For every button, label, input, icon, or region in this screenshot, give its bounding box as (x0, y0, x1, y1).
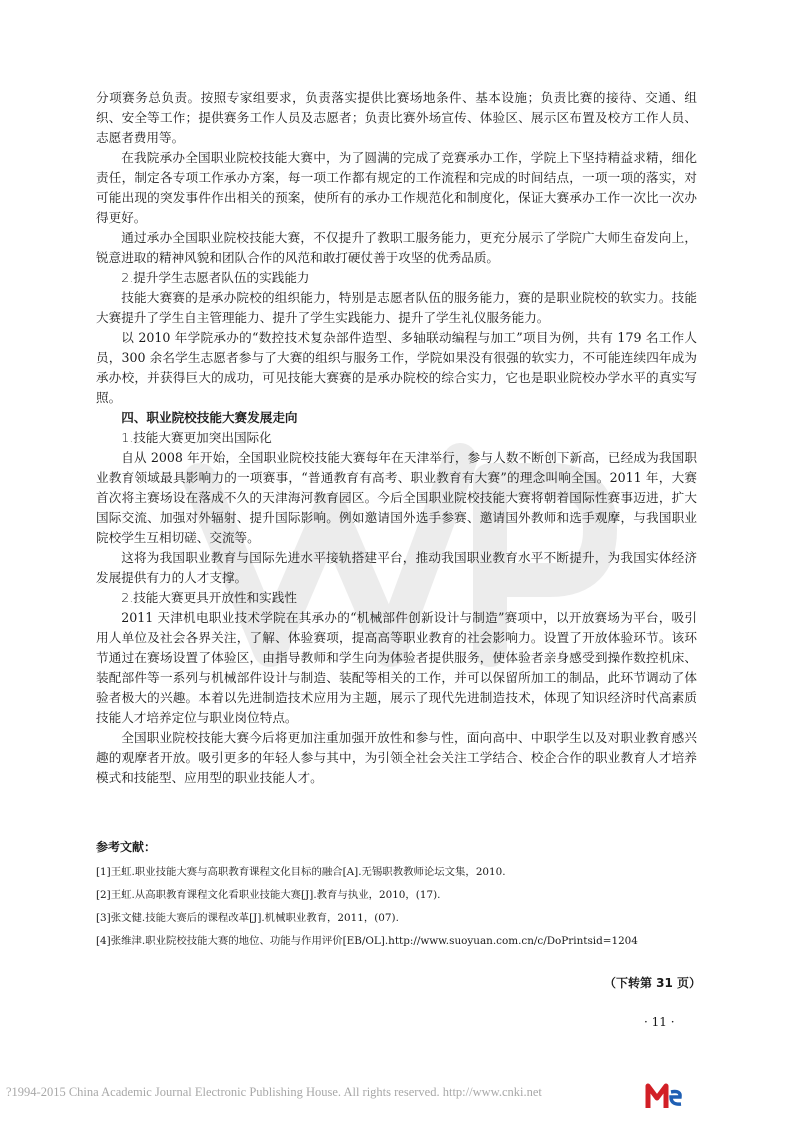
copyright-text: ?1994-2015 China Academic Journal Electronic Publishing House. All rights reserved. http://www.cnki.net (6, 1085, 542, 1099)
body-paragraph: 通过承办全国职业院校技能大赛，不仅提升了教职工服务能力，更充分展示了学院广大师生奋发向上，锐意进取的精神风貌和团队合作的风范和敢打硬仗善于攻坚的优秀品质。 (96, 230, 697, 265)
continued-on-page: （下转第 31 页） (604, 976, 702, 990)
body-paragraph: 这将为我国职业教育与国际先进水平接轨搭建平台，推动我国职业教育水平不断提升，为我国实体经济发展提供有力的人才支撑。 (96, 550, 697, 585)
section-heading: 四、职业院校技能大赛发展走向 (121, 410, 298, 425)
reference-item: [1]王虹.职业技能大赛与高职教育课程文化目标的融合[A].无锡职教教师论坛文集，2010. (96, 866, 506, 878)
page-number: · 11 · (644, 1015, 675, 1029)
body-paragraph: 2011 天津机电职业技术学院在其承办的“机械部件创新设计与制造”赛项中，以开放赛场为平台，吸引用人单位及社会各界关注，了解、体验赛项，提高高等职业教育的社会影响力。设置了开放体验环节。该环节通过在赛场设置了体验区，由指导教师和学生向为体验者提供服务，使体验者亲身感受到操作数控机床、装配部件等一系列与机械部件设计与制造、装配等相关的工作，并可以保留所加工的制品，此环节调动了体验者极大的兴趣。本着以先进制造技术应用为主题，展示了现代先进制造技术，体现了知识经济时代高素质技能人才培养定位与职业岗位特点。 (96, 610, 697, 725)
body-paragraph: 以 2010 年学院承办的“数控技术复杂部件造型、多轴联动编程与加工”项目为例，共有 179 名工作人员，300 余名学生志愿者参与了大赛的组织与服务工作，学院如果没有很强的软实力，不可能连续四年成为承办校，并获得巨大的成功，可见技能大赛赛的是承办院校的综合实力，它也是职业院校办学水平的真实写照。 (96, 330, 697, 405)
footer (0, 1080, 793, 1110)
cnki-logo-icon (645, 1080, 685, 1110)
reference-item: [4]张维津.职业院校技能大赛的地位、功能与作用评价[EB/OL].http://www.suoyuan.com.cn/c/DoPrintsid=1204 (96, 935, 638, 947)
references-title: 参考文献： (96, 840, 157, 854)
body-paragraph: 技能大赛赛的是承办院校的组织能力，特别是志愿者队伍的服务能力，赛的是职业院校的软实力。技能大赛提升了学生自主管理能力、提升了学生实践能力、提升了学生礼仪服务能力。 (96, 290, 697, 325)
reference-item: [3]张文健.技能大赛后的课程改革[J].机械职业教育，2011，(07). (96, 912, 399, 924)
reference-item: [2]王虹.从高职教育课程文化看职业技能大赛[J].教育与执业，2010，(17). (96, 889, 441, 901)
references-list (96, 861, 706, 953)
article-body (96, 88, 697, 788)
body-paragraph: 分项赛务总负责。按照专家组要求，负责落实提供比赛场地条件、基本设施；负责比赛的接待、交通、组织、安全等工作；提供赛务工作人员及志愿者；负责比赛外场宣传、体验区、展示区布置及校方工作人员、志愿者费用等。 (96, 90, 697, 145)
body-paragraph: 自从 2008 年开始，全国职业院校技能大赛每年在天津举行，参与人数不断创下新高，已经成为我国职业教育领域最具影响力的一项赛事，“普通教育有高考、职业教育有大赛”的理念叫响全国。2011 年，大赛首次将主赛场设在落成不久的天津海河教育园区。今后全国职业院校技能大赛将朝着国际性赛事迈进，扩大国际交流、加强对外辐射、提升国际影响。例如邀请国外选手参赛、邀请国外教师和选手观摩，与我国职业院校学生互相切磋、交流等。 (96, 450, 697, 545)
subsection-heading: 2.提升学生志愿者队伍的实践能力 (121, 270, 310, 285)
body-paragraph: 全国职业院校技能大赛今后将更加注重加强开放性和参与性，面向高中、中职学生以及对职业教育感兴趣的观摩者开放。吸引更多的年轻人参与其中，为引领全社会关注工学结合、校企合作的职业教育人才培养模式和技能型、应用型的职业技能人才。 (96, 730, 697, 785)
subsection-heading: 2.技能大赛更具开放性和实践性 (121, 590, 297, 605)
subsection-heading: 1.技能大赛更加突出国际化 (121, 430, 272, 445)
body-paragraph: 在我院承办全国职业院校技能大赛中，为了圆满的完成了竞赛承办工作，学院上下坚持精益求精，细化责任，制定各专项工作承办方案，每一项工作都有规定的工作流程和完成的时间结点，一项一项的落实，对可能出现的突发事件作出相关的预案，使所有的承办工作规范化和制度化，保证大赛承办工作一次比一次办得更好。 (96, 150, 697, 225)
